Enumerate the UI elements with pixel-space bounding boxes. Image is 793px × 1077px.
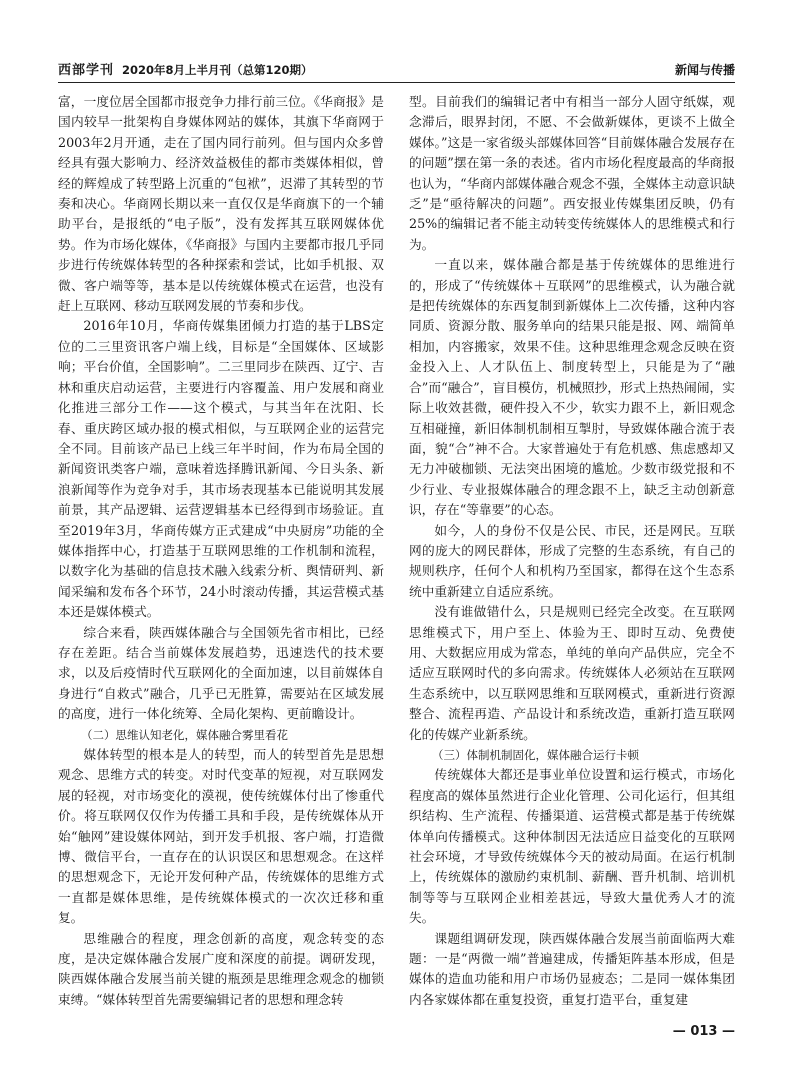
paragraph: 媒体转型的根本是人的转型，而人的转型首先是思想观念、思维方式的转变。对时代变革的短视，对互联网发展的轻视，对市场变化的漠视，使传统媒体付出了惨重代价。将互联网仅仅作为传播工具和手段，是传统媒体从开始“触网”建设媒体网站，到开发手机报、客户端，打造微博、微信平台，一直存在的认识误区和思想观念。在这样的思想观念下，无论开发何种产品，传统媒体的思维方式一直都是媒体思维，是传统媒体模式的一次次迁移和重复。: [58, 747, 384, 926]
paragraph: 没有谁做错什么，只是规则已经完全改变。在互联网思维模式下，用户至上、体验为王、即时互动、免费使用、大数据应用成为常态，单纯的单向产品供应，完全不适应互联网时代的多向需求。传统媒体人必须站在互联网生态系统中，以互联网思维和互联网模式，重新进行资源整合、流程再造、产品设计和系统改造，重新打造互联网化的传媒产业新系统。: [409, 604, 735, 742]
paragraph: 型。目前我们的编辑记者中有相当一部分人固守纸媒，观念滞后，眼界封闭，不愿、不会做新媒体，更谈不上做全媒体。”这是一家省级头部媒体回答“目前媒体融合发展存在的问题”摆在第一条的表述。省内市场化程度最高的华商报也认为，“华商内部媒体融合观念不强，全媒体主动意识缺乏”是“亟待解决的问题”。西安报业传媒集团反映，仍有25%的编辑记者不能主动转变传统媒体人的思维模式和行为。: [409, 94, 735, 252]
section-heading: （三）体制机制固化，媒体融合运行卡顿: [432, 748, 639, 762]
paragraph: 2016年10月，华商传媒集团倾力打造的基于LBS定位的二三里资讯客户端上线，目标是“全国媒体、区域影响；平台价值，全国影响”。二三里同步在陕西、辽宁、吉林和重庆启动运营，主要进行内容覆盖、用户发展和商业化推进三部分工作——这个模式，与其当年在沈阳、长春、重庆跨区域办报的模式相似，与互联网企业的运营完全不同。目前该产品已上线三年半时间，作为布局全国的新闻资讯类客户端，意味着选择腾讯新闻、今日头条、新浪新闻等作为竞争对手，其市场表现基本已能说明其发展前景，其产品逻辑、运营逻辑基本已经得到市场验证。直至2019年3月，华商传媒方正式建成“中央厨房”功能的全媒体指挥中心，打造基于互联网思维的工作机制和流程，以数字化为基础的信息技术融入线索分析、舆情研判、新闻采编和发布各个环节，24小时滚动传播，其运营模式基本还是媒体模式。: [58, 318, 384, 620]
right-column: [409, 92, 735, 1022]
paragraph: 课题组调研发现，陕西媒体融合发展当前面临两大难题：一是“两微一端”普遍建成，传播矩阵基本形成，但是媒体的造血功能和用户市场仍显疲态；二是同一媒体集团内各家媒体都在重复投资，重复打造平台，重复建: [409, 930, 735, 1007]
paragraph: 传统媒体大都还是事业单位设置和运行模式，市场化程度高的媒体虽然进行企业化管理、公司化运行，但其组织结构、生产流程、传播渠道、运营模式都是基于传统媒体单向传播模式。这种体制因无法适应日益变化的互联网社会环境，才导致传统媒体今天的被动局面。在运行机制上，传统媒体的激励约束机制、薪酬、晋升机制、培训机制等等与互联网企业相差甚远，导致大量优秀人才的流失。: [409, 767, 735, 926]
paragraph: 如今，人的身份不仅是公民、市民，还是网民。互联网的庞大的网民群体，形成了完整的生态系统，有自己的规则秩序，任何个人和机构乃至国家，都得在这个生态系统中重新建立自适应系统。: [409, 522, 735, 599]
header-journal-info: [58, 59, 313, 78]
paragraph: 一直以来，媒体融合都是基于传统媒体的思维进行的，形成了“传统媒体＋互联网”的思维模式，认为融合就是把传统媒体的东西复制到新媒体上二次传播，这种内容同质、资源分散、服务单向的结果只能是报、网、端简单相加，内容搬家，效果不佳。这种思维理念观念反映在资金投入上、人才队伍上、制度转型上，只能是为了“融合”而“融合”，盲目模仿，机械照抄，形式上热热闹闹，实际上收效甚微，硬件投入不少，软实力跟不上，新旧观念互相碰撞，新旧体制机制相互掣肘，导致媒体融合流于表面，貌“合”神不合。大家普遍处于有危机感、焦虑感却又无力冲破枷锁、无法突出困境的尴尬。少数市级党报和不少行业、专业报媒体融合的理念跟不上，缺乏主动创新意识，存在“等靠要”的心态。: [409, 257, 735, 518]
section-name: 新闻与传播: [674, 63, 735, 77]
page-number: — 013 —: [672, 1024, 735, 1039]
section-heading: （二）思维认知老化，媒体融合雾里看花: [81, 727, 288, 742]
issue-info: 2020年8月上半月刊（总第120期）: [122, 63, 313, 77]
left-column: [58, 92, 384, 1022]
page-header: [58, 58, 735, 83]
paragraph: 富，一度位居全国都市报竞争力排行前三位。《华商报》是国内较早一批架构自身媒体网站的媒体，其旗下华商网于2003年2月开通，走在了国内同行前列。但与国内众多曾经具有强大影响力、经济效益极佳的都市类媒体相似，曾经的辉煌成了转型路上沉重的“包袱”，迟滞了其转型的节奏和决心。华商网长期以来一直仅仅是华商旗下的一个辅助平台，是报纸的“电子版”，没有发挥其互联网媒体优势。作为市场化媒体，《华商报》与国内主要都市报几乎同步进行传统媒体转型的各种探索和尝试，比如手机报、双微、客户端等等，基本是以传统媒体模式在运营，也没有赶上互联网、移动互联网发展的节奏和步伐。: [58, 94, 384, 314]
paragraph: 综合来看，陕西媒体融合与全国领先省市相比，已经存在差距。结合当前媒体发展趋势，迅速迭代的技术要求，以及后疫情时代互联网化的全面加速，以目前媒体自身进行“自救式”融合，几乎已无胜算，需要站在区域发展的高度，进行一体化统筹、全局化架构、更前瞻设计。: [58, 624, 384, 722]
journal-name: 西部学刊: [58, 63, 115, 78]
paragraph: 思维融合的程度，理念创新的高度，观念转变的态度，是决定媒体融合发展广度和深度的前提。调研发现，陕西媒体融合发展当前关键的瓶颈是思维理念观念的枷锁束缚。“媒体转型首先需要编辑记者的思想和理念转: [58, 930, 384, 1007]
